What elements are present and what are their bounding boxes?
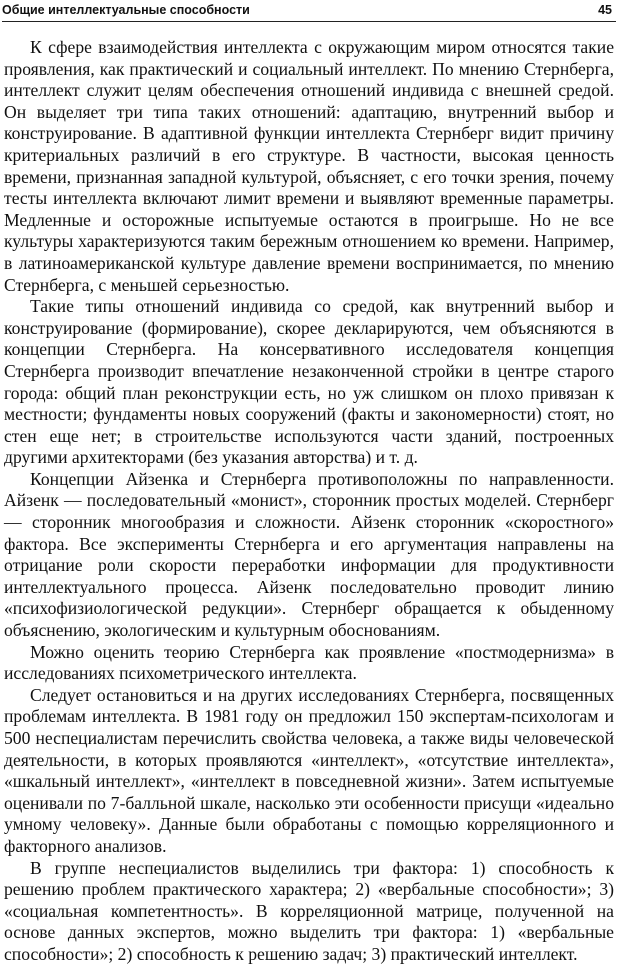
chapter-title: Общие интеллектуальные способности (2, 3, 250, 17)
paragraph: К сфере взаимодействия интеллекта с окружающим миром относятся такие проявления, как практический и социальный интеллект. По мнению Стернберга, интеллект служит целям обеспечения отношений индивида с внешней средой. Он выделяет три типа таких отношений: адаптацию, внутренний выбор и конструирование. В адаптивной функции интеллекта Стернберг видит причину критериальных различий в его структуре. В частности, высокая ценность времени, признанная западной культурой, объясняет, с его точки зрения, почему тесты интеллекта включают лимит времени и выявляют временные параметры. Медленные и осторожные испытуемые остаются в проигрыше. Но не все культуры характеризуются таким бережным отношением ко времени. Например, в латиноамериканской культуре давление времени воспринимается, по мнению Стернберга, с меньшей серьезностью. (4, 37, 614, 295)
body-text (4, 37, 614, 966)
running-header (2, 0, 616, 22)
paragraph: Концепции Айзенка и Стернберга противоположны по направленности. Айзенк — последовательный «монист», сторонник простых моделей. Стернберг — сторонник многообразия и сложности. Айзенк сторонник «скоростного» фактора. Все эксперименты Стернберга и его аргументация направлены на отрицание роли скорости переработки информации для продуктивности интеллектуального процесса. Айзенк последовательно проводит линию «психофизиологической редукции». Стернберг обращается к обыденному объяснению, экологическим и культурным обоснованиям. (4, 468, 614, 641)
paragraph: Можно оценить теорию Стернберга как проявление «постмодернизма» в исследованиях психометрического интеллекта. (4, 641, 614, 684)
paragraph: В группе неспециалистов выделились три фактора: 1) способность к решению проблем практического характера; 2) «вербальные способности»; 3) «социальная компетентность». В корреляционной матрице, полученной на основе данных экспертов, можно выделить три фактора: 1) «вербальные способности»; 2) способность к решению задач; 3) практический интеллект. (4, 857, 614, 964)
paragraph: Следует остановиться и на других исследованиях Стернберга, посвященных проблемам интеллекта. В 1981 году он предложил 150 экспертам-психологам и 500 неспециалистам перечислить свойства человека, а также виды человеческой деятельности, в которых проявляются «интеллект», «отсутствие интеллекта», «шкальный интеллект», «интеллект в повседневной жизни». Затем испытуемые оценивали по 7-балльной шкале, насколько эти особенности присущи «идеально умному человеку». Данные были обработаны с помощью корреляционного и факторного анализов. (4, 684, 614, 856)
paragraph: Такие типы отношений индивида со средой, как внутренний выбор и конструирование (формирование), скорее декларируются, чем объясняются в концепции Стернберга. На консервативного исследователя концепция Стернберга производит впечатление незаконченной стройки в центре старого города: общий план реконструкции есть, но уж слишком он плохо привязан к местности; фундаменты новых сооружений (факты и закономерности) стоят, но стен еще нет; в строительстве используются части зданий, построенных другими архитекторами (без указания авторства) и т. д. (4, 296, 614, 468)
page-number: 45 (598, 3, 612, 17)
